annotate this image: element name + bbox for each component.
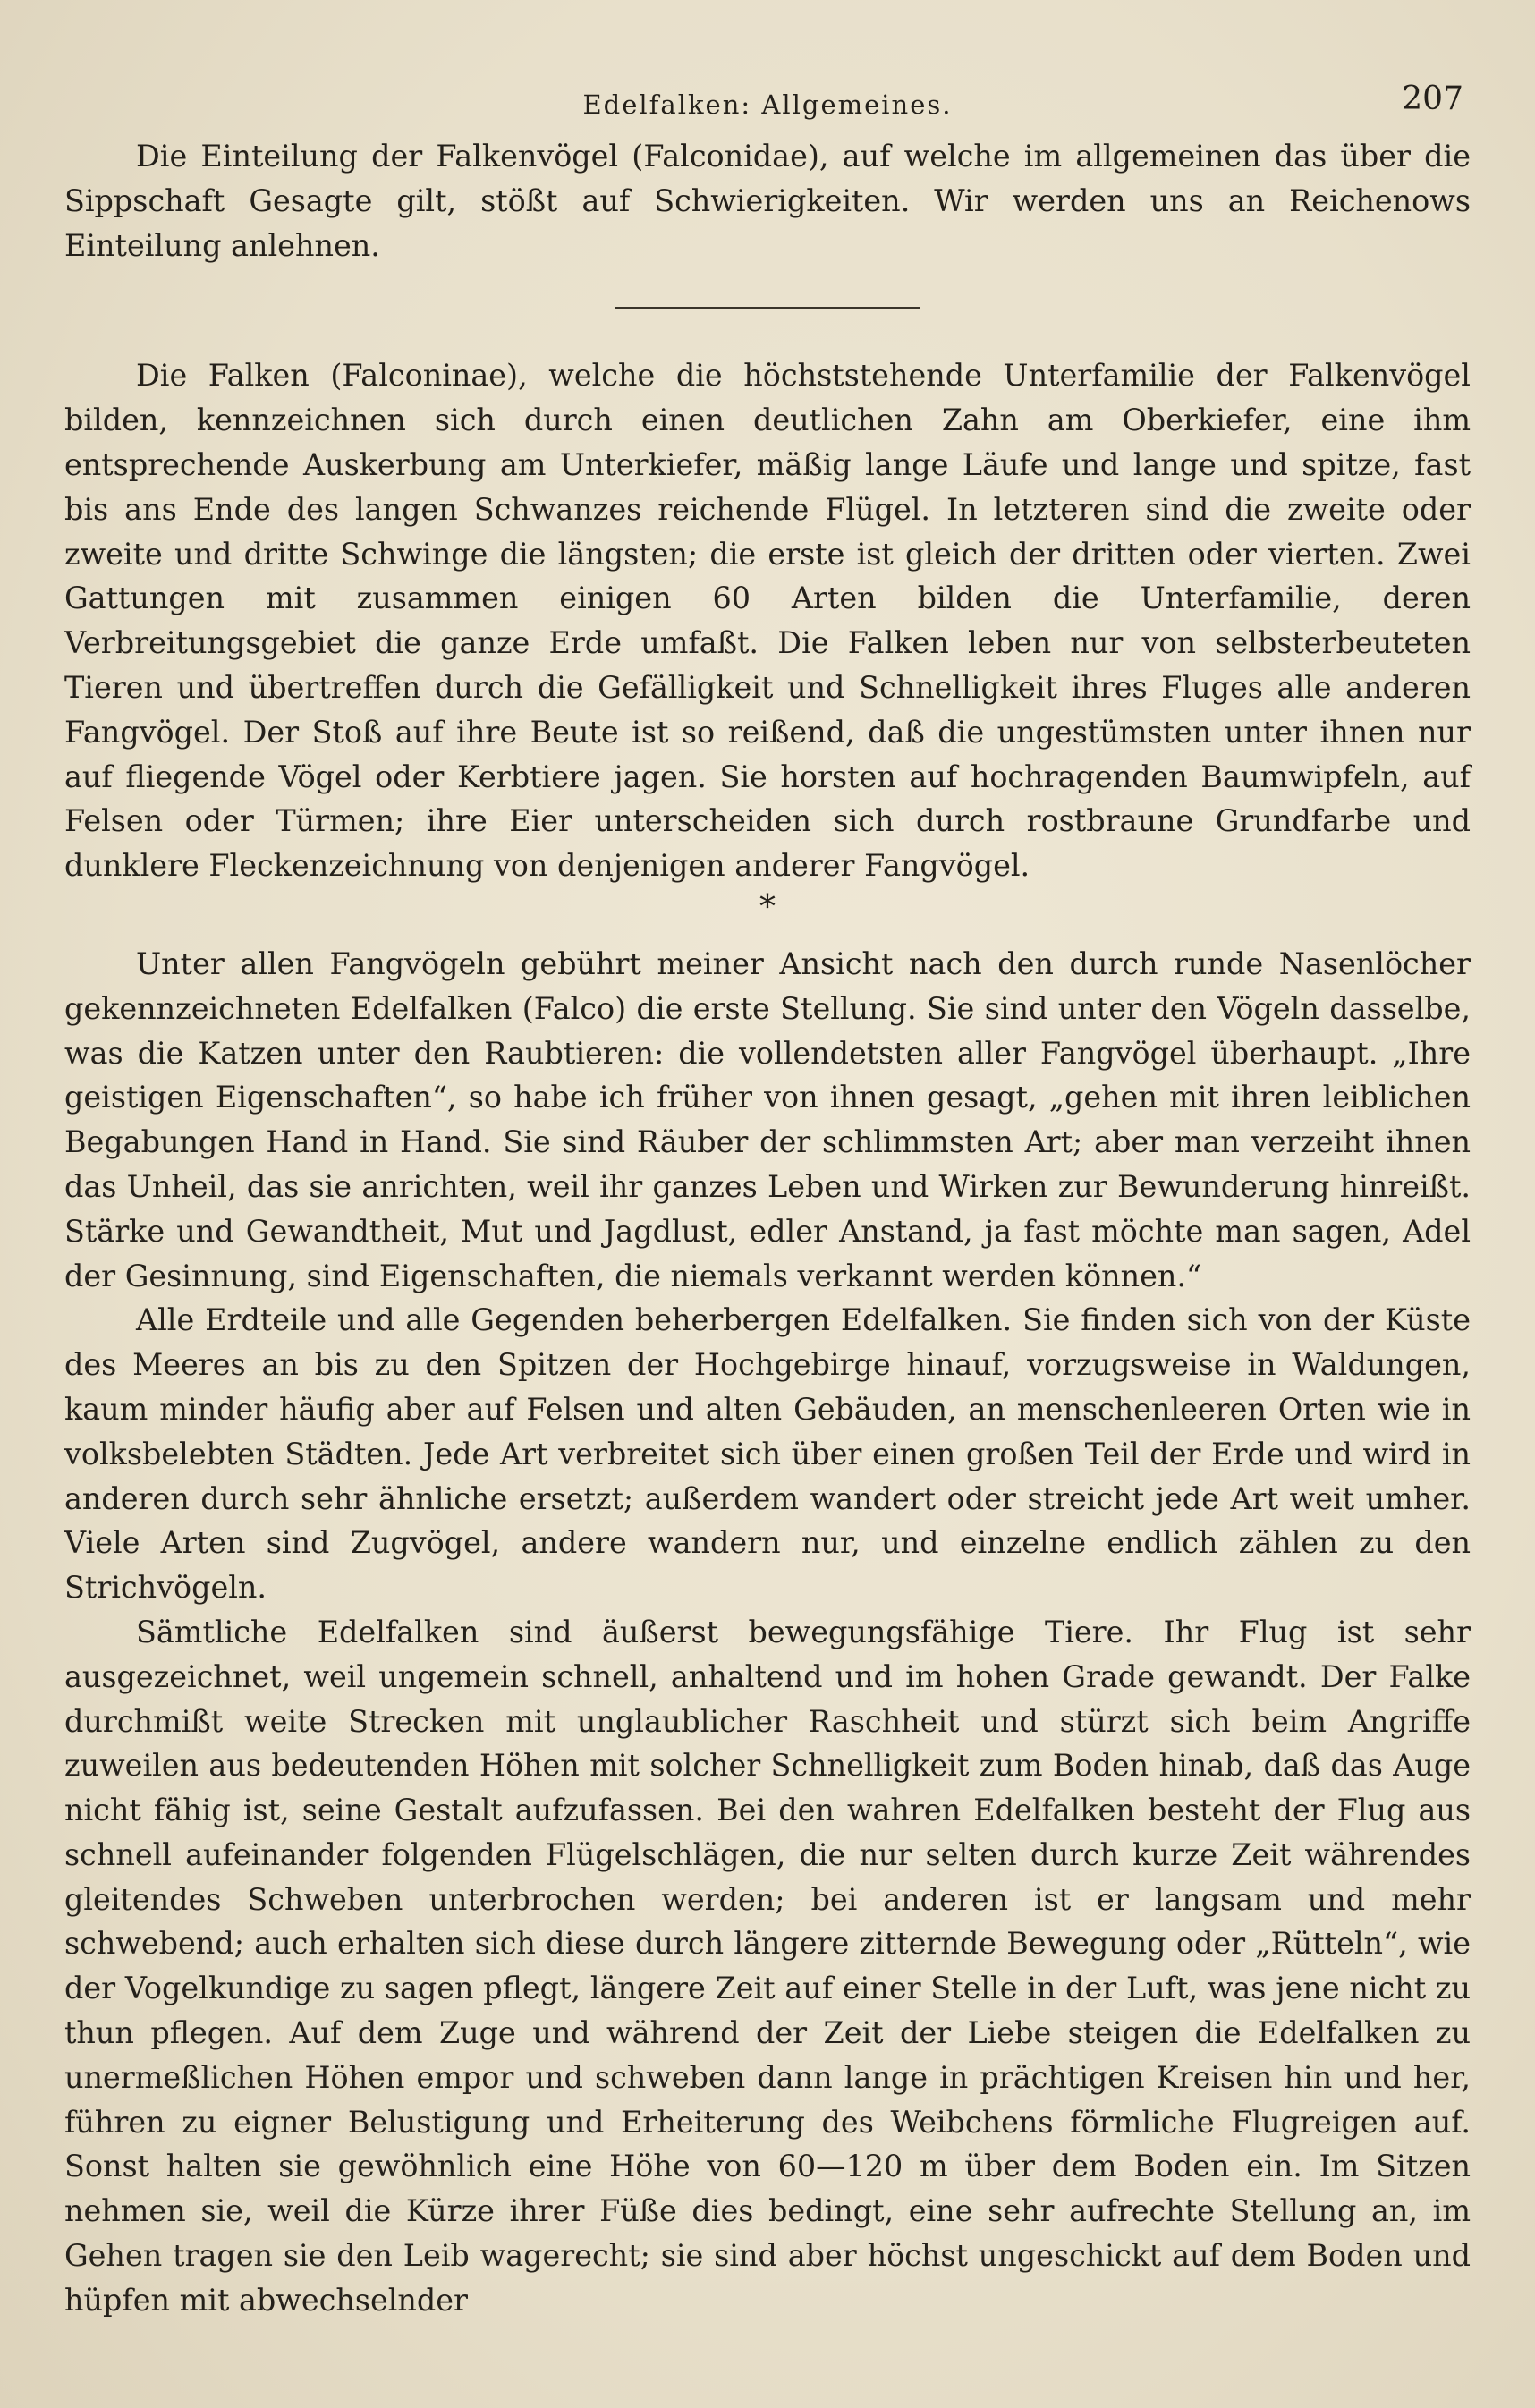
falco-paragraph-1: Unter allen Fangvögeln gebührt meiner Ansicht nach den durch runde Nasenlöcher gekennzeichneten Edelfalken (Falco) die erste Stellung. Sie sind unter den Vögeln dasselbe, was die Katzen unter den Raubtieren: die vollendetsten aller Fangvögel überhaupt. „Ihre geistigen Eigenschaften“, so habe ich früher von ihnen gesagt, „gehen mit ihren leiblichen Begabungen Hand in Hand. Sie sind Räuber der schlimmsten Art; aber man verzeiht ihnen das Unheil, das sie anrichten, weil ihr ganzes Leben und Wirken zur Bewunderung hinreißt. Stärke und Gewandtheit, Mut und Jagdlust, edler Anstand, ja fast möchte man sagen, Adel der Gesinnung, sind Eigenschaften, die niemals verkannt werden können.“ — [64, 945, 1471, 1293]
running-header — [64, 81, 1471, 134]
page-number: 207 — [1402, 81, 1463, 117]
falconinae-paragraph: Die Falken (Falconinae), welche die höchststehende Unterfamilie der Falkenvögel bilden, kennzeichnen sich durch einen deutlichen Zahn am Oberkiefer, eine ihm entsprechende Auskerbung am Unterkiefer, mäßig lange Läufe und lange und spitze, fast bis ans Ende des langen Schwanzes reichende Flügel. In letzteren sind die zweite oder zweite und dritte Schwinge die längsten; die erste ist gleich der dritten oder vierten. Zwei Gattungen mit zusammen einigen 60 Arten bilden die Unterfamilie, deren Verbreitungsgebiet die ganze Erde umfaßt. Die Falken leben nur von selbsterbeuteten Tieren und übertreffen durch die Gefälligkeit und Schnelligkeit ihres Fluges alle anderen Fangvögel. Der Stoß auf ihre Beute ist so reißend, daß die ungestümsten unter ihnen nur auf fliegende Vögel oder Kerbtiere jagen. Sie horsten auf hochragenden Baumwipfeln, auf Felsen oder Türmen; ihre Eier unterscheiden sich durch rostbraune Grundfarbe und dunklere Fleckenzeichnung von denjenigen anderer Fangvögel. — [64, 358, 1471, 884]
section-divider-rule — [615, 307, 920, 309]
asterism-separator: * — [759, 888, 776, 926]
falco-paragraph-3: Sämtliche Edelfalken sind äußerst bewegungsfähige Tiere. Ihr Flug ist sehr ausgezeichnet, weil ungemein schnell, anhaltend und im hohen Grade gewandt. Der Falke durchmißt weite Strecken mit unglaublicher Raschheit und stürzt sich beim Angriffe zuweilen aus bedeutenden Höhen mit solcher Schnelligkeit zum Boden hinab, daß das Auge nicht fähig ist, seine Gestalt aufzufassen. Bei den wahren Edelfalken besteht der Flug aus schnell aufeinander folgenden Flügelschlägen, die nur selten durch kurze Zeit währendes gleitendes Schweben unterbrochen werden; bei anderen ist er langsam und mehr schwebend; auch erhalten sich diese durch längere zitternde Bewegung oder „Rütteln“, wie der Vogelkundige zu sagen pflegt, längere Zeit auf einer Stelle in der Luft, was jene nicht zu thun pflegen. Auf dem Zuge und während der Zeit der Liebe steigen die Edelfalken zu unermeßlichen Höhen empor und schweben dann lange in prächtigen Kreisen hin und her, führen zu eigner Belustigung und Erheiterung des Weibchens förmliche Flugreigen auf. Sonst halten sie gewöhnlich eine Höhe von 60—120 m über dem Boden ein. Im Sitzen nehmen sie, weil die Kürze ihrer Füße dies bedingt, eine sehr aufrechte Stellung an, im Gehen tragen sie den Leib wagerecht; sie sind aber höchst ungeschickt auf dem Boden und hüpfen mit abwechselnder — [64, 1614, 1471, 2318]
falco-paragraph-2: Alle Erdteile und alle Gegenden beherbergen Edelfalken. Sie finden sich von der Küste des Meeres an bis zu den Spitzen der Hochgebirge hinauf, vorzugsweise in Waldungen, kaum minder häufig aber auf Felsen und alten Gebäuden, an menschenleeren Orten wie in volksbelebten Städten. Jede Art verbreitet sich über einen großen Teil der Erde und wird in anderen durch sehr ähnliche ersetzt; außerdem wandert oder streicht jede Art weit umher. Viele Arten sind Zugvögel, andere wandern nur, und einzelne endlich zählen zu den Strichvögeln. — [64, 1302, 1471, 1606]
running-title: Edelfalken: Allgemeines. — [582, 89, 953, 120]
intro-paragraph: Die Einteilung der Falkenvögel (Falconidae), auf welche im allgemeinen das über die Sippschaft Gesagte gilt, stößt auf Schwierigkeiten. Wir werden uns an Reichenows Einteilung anlehnen. — [64, 139, 1471, 263]
